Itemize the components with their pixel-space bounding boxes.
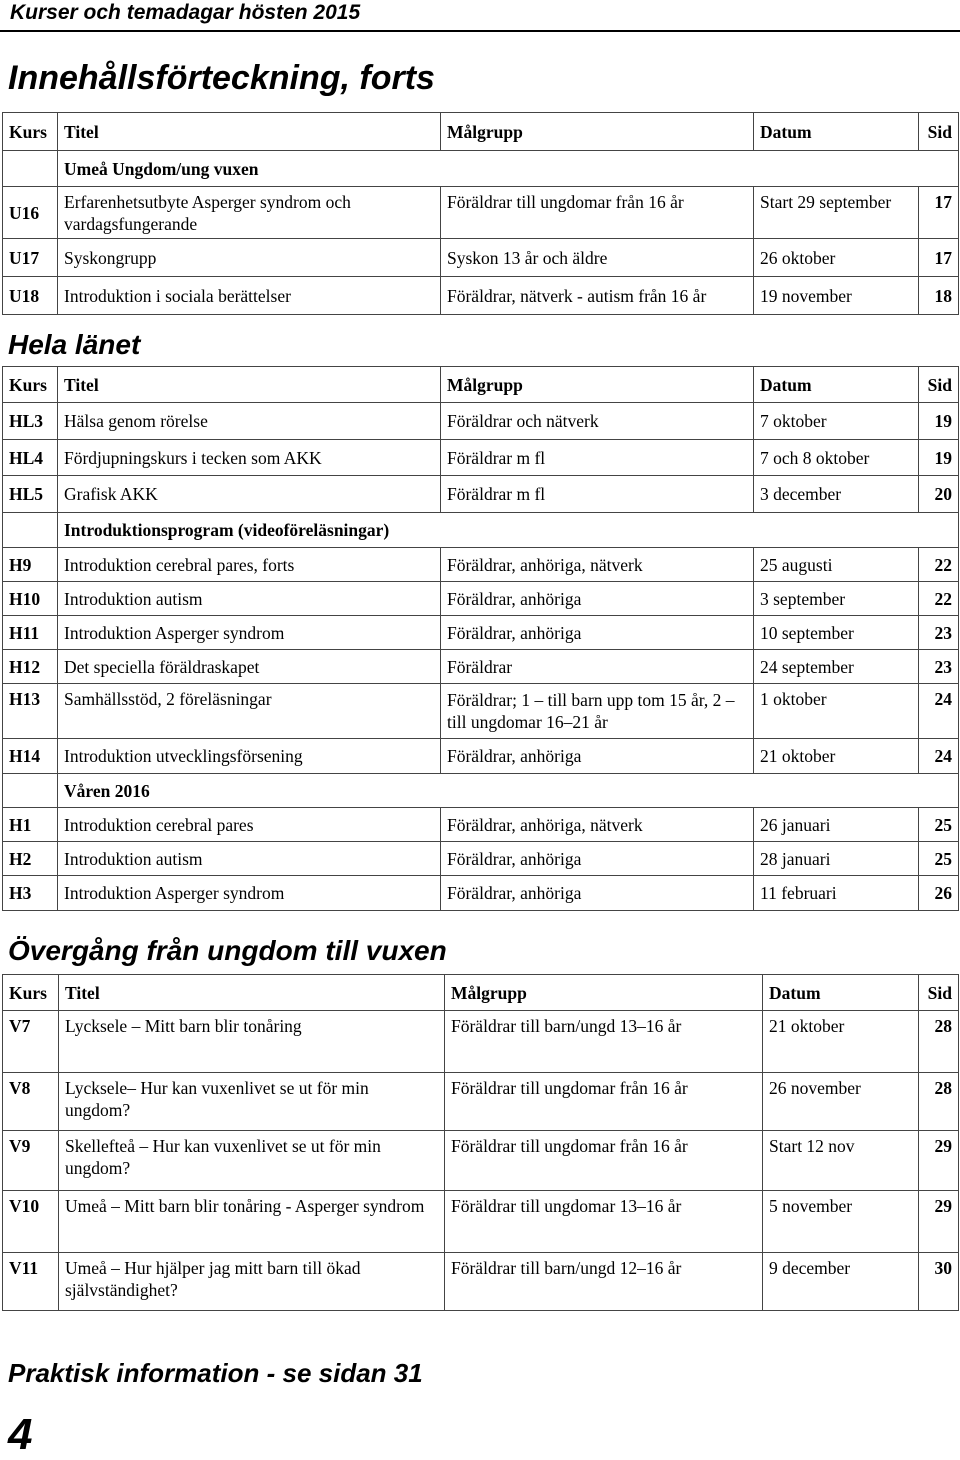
course-code: V11 bbox=[3, 1253, 59, 1311]
col-header-datum: Datum bbox=[763, 975, 919, 1011]
course-target: Föräldrar, anhöriga bbox=[441, 842, 754, 876]
table-row bbox=[3, 1131, 959, 1191]
course-target: Föräldrar, anhöriga, nätverk bbox=[441, 808, 754, 842]
col-header-titel: Titel bbox=[59, 975, 445, 1011]
course-code: V9 bbox=[3, 1131, 59, 1191]
course-date: 9 december bbox=[763, 1253, 919, 1311]
section-title-hela-lanet: Hela länet bbox=[8, 329, 141, 360]
table-row bbox=[3, 1011, 959, 1073]
course-code: H13 bbox=[3, 684, 58, 739]
col-header-sid: Sid bbox=[919, 367, 959, 403]
course-date: 7 oktober bbox=[754, 403, 919, 440]
course-page: 23 bbox=[919, 650, 959, 684]
course-title: Introduktion autism bbox=[58, 842, 441, 876]
course-page: 25 bbox=[919, 808, 959, 842]
course-date: 26 januari bbox=[754, 808, 919, 842]
page-title: Innehållsförteckning, forts bbox=[8, 59, 435, 97]
course-title: Umeå – Hur hjälper jag mitt barn till ökad självständighet? bbox=[59, 1253, 445, 1311]
course-code: H2 bbox=[3, 842, 58, 876]
course-code: H9 bbox=[3, 548, 58, 582]
course-title: Det speciella föräldraskapet bbox=[58, 650, 441, 684]
group-row bbox=[3, 774, 959, 808]
course-code: H12 bbox=[3, 650, 58, 684]
course-title: Hälsa genom rörelse bbox=[58, 403, 441, 440]
course-code: HL5 bbox=[3, 476, 58, 513]
course-title: Grafisk AKK bbox=[58, 476, 441, 513]
group-label: Våren 2016 bbox=[58, 774, 959, 808]
table-row bbox=[3, 1191, 959, 1253]
course-date: 26 november bbox=[763, 1073, 919, 1131]
course-code: HL4 bbox=[3, 440, 58, 476]
course-date: 11 februari bbox=[754, 876, 919, 911]
course-page: 17 bbox=[919, 239, 959, 277]
course-date: 26 oktober bbox=[754, 239, 919, 277]
course-target: Föräldrar, anhöriga bbox=[441, 876, 754, 911]
page-number: 4 bbox=[8, 1410, 33, 1459]
table-header-row bbox=[3, 975, 959, 1011]
course-page: 25 bbox=[919, 842, 959, 876]
course-title: Samhällsstöd, 2 föreläsningar bbox=[58, 684, 441, 739]
course-code: U17 bbox=[3, 239, 58, 277]
course-title: Erfarenhetsutbyte Asperger syndrom och vardagsfungerande bbox=[58, 187, 441, 239]
course-page: 19 bbox=[919, 440, 959, 476]
toc-table-overgang bbox=[2, 974, 959, 1311]
course-code: U16 bbox=[3, 187, 58, 239]
course-target: Föräldrar, anhöriga bbox=[441, 582, 754, 616]
table-row bbox=[3, 1253, 959, 1311]
course-target: Föräldrar till ungdomar från 16 år bbox=[445, 1131, 763, 1191]
col-header-titel: Titel bbox=[58, 113, 441, 151]
course-title: Syskongrupp bbox=[58, 239, 441, 277]
course-title: Introduktion cerebral pares bbox=[58, 808, 441, 842]
table-row bbox=[3, 582, 959, 616]
course-code: H1 bbox=[3, 808, 58, 842]
course-date: 5 november bbox=[763, 1191, 919, 1253]
course-code: H14 bbox=[3, 739, 58, 774]
course-target: Föräldrar m fl bbox=[441, 440, 754, 476]
course-title: Introduktion cerebral pares, forts bbox=[58, 548, 441, 582]
course-date: 21 oktober bbox=[754, 739, 919, 774]
course-code: HL3 bbox=[3, 403, 58, 440]
course-date: 28 januari bbox=[754, 842, 919, 876]
col-header-datum: Datum bbox=[754, 367, 919, 403]
course-title: Fördjupningskurs i tecken som AKK bbox=[58, 440, 441, 476]
course-target: Syskon 13 år och äldre bbox=[441, 239, 754, 277]
course-code: V10 bbox=[3, 1191, 59, 1253]
course-page: 28 bbox=[919, 1011, 959, 1073]
table-row bbox=[3, 684, 959, 739]
group-label: Introduktionsprogram (videoföreläsningar) bbox=[58, 513, 959, 548]
course-title: Umeå – Mitt barn blir tonåring - Asperger syndrom bbox=[59, 1191, 445, 1253]
course-code: H11 bbox=[3, 616, 58, 650]
course-target: Föräldrar, nätverk - autism från 16 år bbox=[441, 277, 754, 315]
course-page: 17 bbox=[919, 187, 959, 239]
group-label: Umeå Ungdom/ung vuxen bbox=[58, 151, 959, 187]
table-row bbox=[3, 842, 959, 876]
table-row bbox=[3, 403, 959, 440]
table-row bbox=[3, 476, 959, 513]
course-date: 3 september bbox=[754, 582, 919, 616]
course-target: Föräldrar bbox=[441, 650, 754, 684]
table-header-row bbox=[3, 367, 959, 403]
course-page: 29 bbox=[919, 1191, 959, 1253]
course-page: 18 bbox=[919, 277, 959, 315]
course-page: 19 bbox=[919, 403, 959, 440]
course-page: 22 bbox=[919, 582, 959, 616]
course-page: 30 bbox=[919, 1253, 959, 1311]
course-date: 24 september bbox=[754, 650, 919, 684]
course-title: Introduktion i sociala berättelser bbox=[58, 277, 441, 315]
col-header-titel: Titel bbox=[58, 367, 441, 403]
course-target: Föräldrar, anhöriga bbox=[441, 739, 754, 774]
course-title: Lycksele – Mitt barn blir tonåring bbox=[59, 1011, 445, 1073]
col-header-malgrupp: Målgrupp bbox=[441, 367, 754, 403]
course-date: 10 september bbox=[754, 616, 919, 650]
course-title: Introduktion Asperger syndrom bbox=[58, 876, 441, 911]
col-header-sid: Sid bbox=[919, 113, 959, 151]
course-title: Introduktion autism bbox=[58, 582, 441, 616]
course-code: H3 bbox=[3, 876, 58, 911]
course-date: Start 29 september bbox=[754, 187, 919, 239]
col-header-kurs: Kurs bbox=[3, 113, 58, 151]
col-header-sid: Sid bbox=[919, 975, 959, 1011]
course-target: Föräldrar till ungdomar från 16 år bbox=[441, 187, 754, 239]
course-code: V8 bbox=[3, 1073, 59, 1131]
course-date: 3 december bbox=[754, 476, 919, 513]
course-page: 29 bbox=[919, 1131, 959, 1191]
table-row bbox=[3, 1073, 959, 1131]
course-date: 1 oktober bbox=[754, 684, 919, 739]
course-title: Introduktion utvecklingsförsening bbox=[58, 739, 441, 774]
course-page: 20 bbox=[919, 476, 959, 513]
col-header-malgrupp: Målgrupp bbox=[441, 113, 754, 151]
course-date: Start 12 nov bbox=[763, 1131, 919, 1191]
course-target: Föräldrar; 1 – till barn upp tom 15 år, 2 – till ungdomar 16–21 år bbox=[441, 684, 754, 739]
course-target: Föräldrar till barn/ungd 12–16 år bbox=[445, 1253, 763, 1311]
table-row bbox=[3, 876, 959, 911]
course-page: 24 bbox=[919, 684, 959, 739]
course-title: Introduktion Asperger syndrom bbox=[58, 616, 441, 650]
course-title: Lycksele– Hur kan vuxenlivet se ut för min ungdom? bbox=[59, 1073, 445, 1131]
toc-table-hela-lanet bbox=[2, 366, 959, 911]
section-title-overgang: Övergång från ungdom till vuxen bbox=[8, 935, 447, 966]
table-row bbox=[3, 650, 959, 684]
course-date: 19 november bbox=[754, 277, 919, 315]
course-page: 24 bbox=[919, 739, 959, 774]
group-row bbox=[3, 513, 959, 548]
course-target: Föräldrar m fl bbox=[441, 476, 754, 513]
table-row bbox=[3, 277, 959, 315]
course-date: 25 augusti bbox=[754, 548, 919, 582]
practical-info-note: Praktisk information - se sidan 31 bbox=[8, 1358, 423, 1388]
course-target: Föräldrar, anhöriga, nätverk bbox=[441, 548, 754, 582]
table-header-row bbox=[3, 113, 959, 151]
course-page: 22 bbox=[919, 548, 959, 582]
course-code: U18 bbox=[3, 277, 58, 315]
col-header-kurs: Kurs bbox=[3, 367, 58, 403]
course-page: 23 bbox=[919, 616, 959, 650]
table-row bbox=[3, 440, 959, 476]
col-header-datum: Datum bbox=[754, 113, 919, 151]
course-date: 21 oktober bbox=[763, 1011, 919, 1073]
course-target: Föräldrar till ungdomar från 16 år bbox=[445, 1073, 763, 1131]
table-row bbox=[3, 239, 959, 277]
table-row bbox=[3, 616, 959, 650]
col-header-kurs: Kurs bbox=[3, 975, 59, 1011]
table-row bbox=[3, 808, 959, 842]
course-code: H10 bbox=[3, 582, 58, 616]
col-header-malgrupp: Målgrupp bbox=[445, 975, 763, 1011]
course-date: 7 och 8 oktober bbox=[754, 440, 919, 476]
course-code: V7 bbox=[3, 1011, 59, 1073]
table-row bbox=[3, 739, 959, 774]
course-target: Föräldrar och nätverk bbox=[441, 403, 754, 440]
table-row bbox=[3, 548, 959, 582]
toc-table-umea bbox=[2, 112, 959, 315]
running-header: Kurser och temadagar hösten 2015 bbox=[10, 1, 361, 24]
table-row bbox=[3, 187, 959, 239]
course-target: Föräldrar, anhöriga bbox=[441, 616, 754, 650]
group-row bbox=[3, 151, 959, 187]
course-title: Skellefteå – Hur kan vuxenlivet se ut för min ungdom? bbox=[59, 1131, 445, 1191]
course-page: 26 bbox=[919, 876, 959, 911]
course-target: Föräldrar till barn/ungd 13–16 år bbox=[445, 1011, 763, 1073]
course-target: Föräldrar till ungdomar 13–16 år bbox=[445, 1191, 763, 1253]
course-page: 28 bbox=[919, 1073, 959, 1131]
header-divider bbox=[0, 30, 960, 32]
